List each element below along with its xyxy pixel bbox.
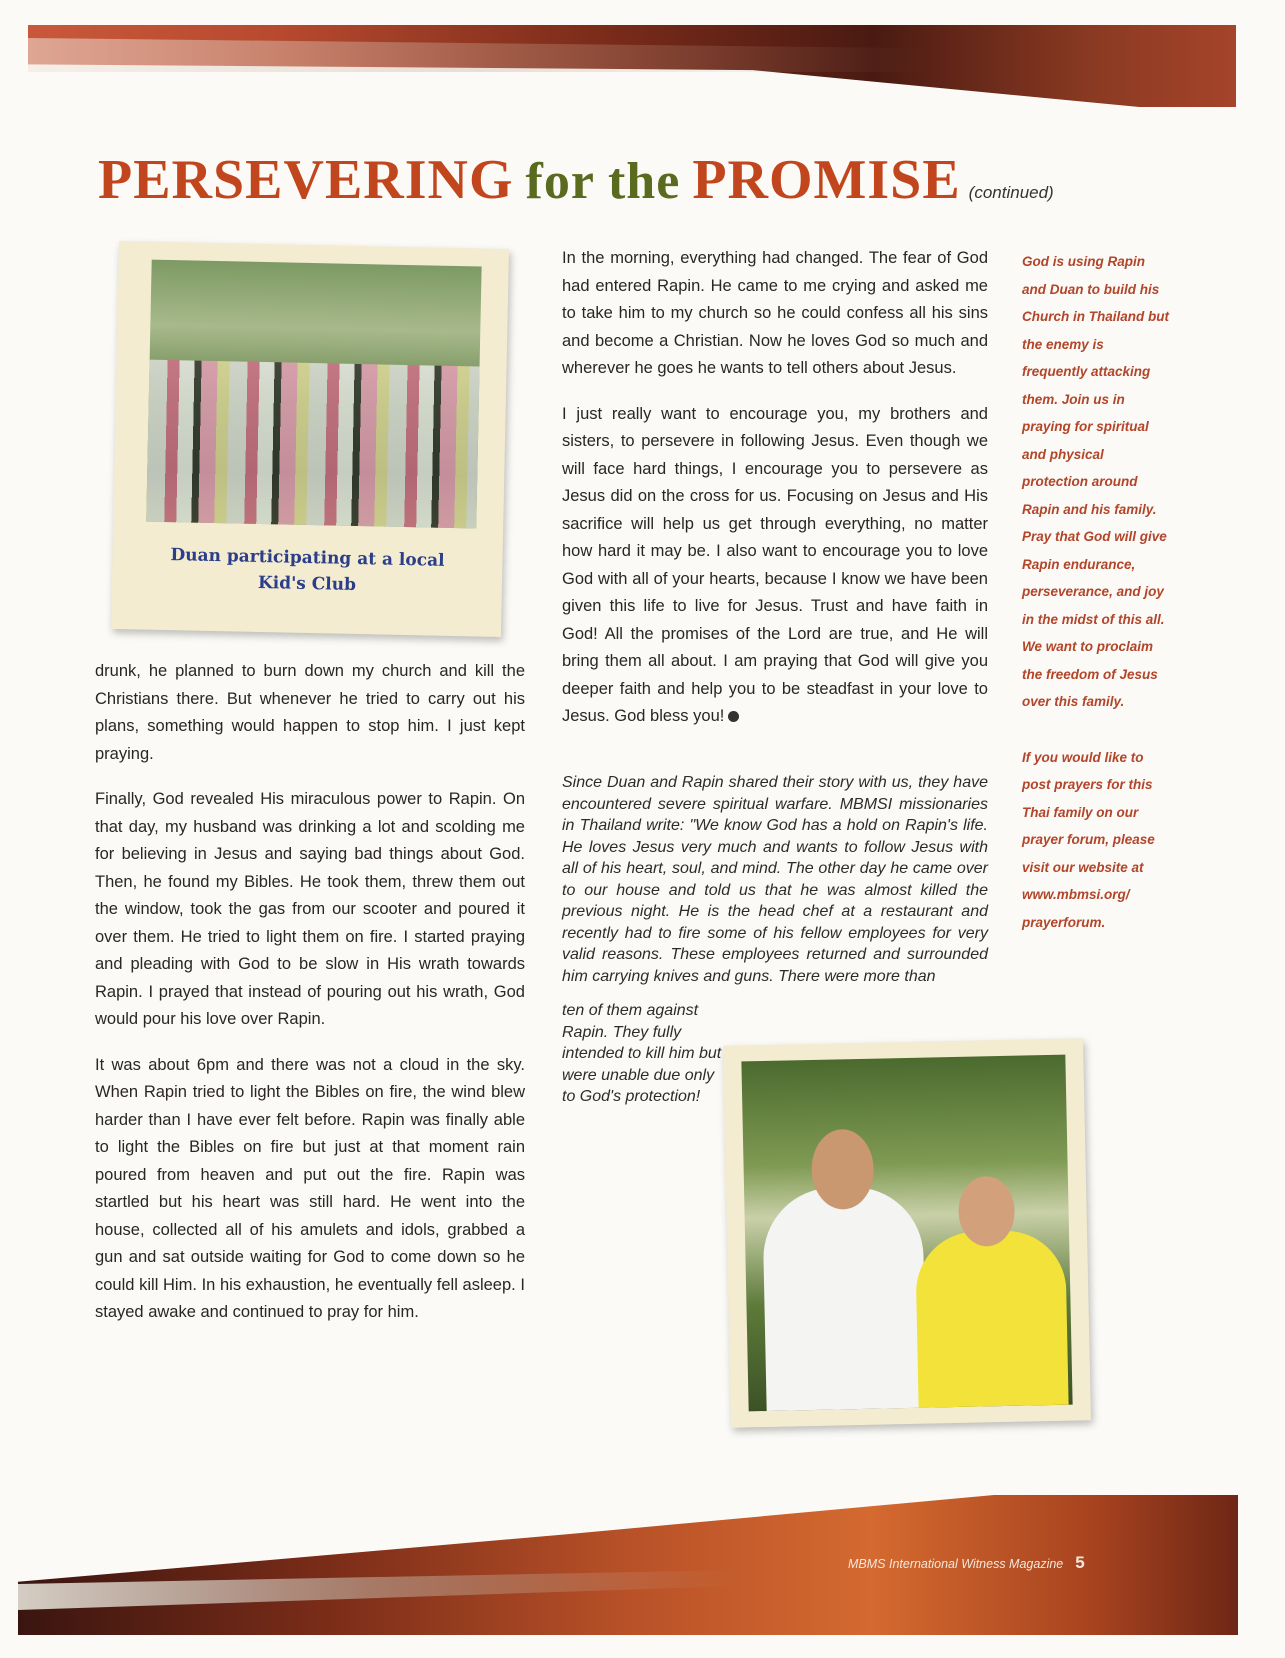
left-paragraph-3: It was about 6pm and there was not a cloud in the sky. When Rapin tried to light the Bibles on fire, the wind blew harder than I have ever felt before. Rapin was finally able to light the Bibles on fire but just at that moment rain poured from heaven and put out the fire. Rapin was startled but his heart was still hard. He went into the house, collected all of his amulets and idols, grabbed a gun and sat outside waiting for God to come down so he could kill Him. In his exhaustion, he eventually fell asleep. I stayed awake and continued to pray for him. bbox=[95, 1055, 525, 1321]
middle-paragraph-2-text: I just really want to encourage you, my brothers and sisters, to persevere in following Jesus. Even though we will face hard things, I encourage you to persevere as Jesus did on the cross for us. Focusing on Jesus and His sacrifice will help us get through everything, no matter how hard it may be. I also want to encourage you to love God with all of your hearts, because I know we have been given this life to live for Jesus. Trust and have faith in God! All the promises of the Lord are true, and He will bring them all about. I am praying that God will give you deeper faith and help you to be steadfast in your love to Jesus. God bless you! bbox=[562, 404, 988, 725]
sidebar-prayer-text: God is using Rapin and Duan to build his Church in Thailand but the enemy is frequently attacking them. Join us in praying for spiritual and physical protection around Rapin and his family. Pray that God will give Rapin endurance, perseverance, and joy in the midst of this all. We want to proclaim the freedom of Jesus over this family. bbox=[1022, 254, 1169, 709]
left-paragraph-2: Finally, God revealed His miraculous power to Rapin. On that day, my husband was drinking a lot and scolding me for believing in Jesus and saying bad things about God. Then, he found my Bibles. He took them, threw them out the window, took the gas from our scooter and poured it over them. He tried to light them on fire. I started praying and pleading with God to be slow in His wrath towards Rapin. I prayed that instead of pouring out his wrath, God would pour his love over Rapin. bbox=[95, 790, 525, 1028]
middle-paragraph-2 bbox=[562, 401, 988, 731]
title-continued: (continued) bbox=[968, 183, 1054, 202]
left-paragraph-1: drunk, he planned to burn down my church and kill the Christians there. But whenever he tried to carry out his plans, something would happen to stop him. I just kept praying. bbox=[95, 662, 525, 763]
woman-figure bbox=[915, 1230, 1069, 1408]
page-footer bbox=[848, 1553, 1085, 1573]
kids-group-image bbox=[146, 359, 479, 528]
title-word-persevering: PERSEVERING bbox=[98, 149, 514, 211]
middle-column bbox=[562, 245, 988, 749]
sidebar-forum-text: If you would like to post prayers for this Thai family on our prayer forum, please visit our website at www.mbmsi.org/ prayerforum. bbox=[1022, 749, 1155, 930]
page-title bbox=[98, 148, 1054, 212]
kids-club-caption bbox=[112, 541, 503, 601]
left-column bbox=[95, 658, 525, 1345]
couple-photo-frame bbox=[723, 1038, 1091, 1427]
kids-club-photo-frame bbox=[111, 241, 509, 637]
update-italic-text: Since Duan and Rapin shared their story with us, they have encountered severe spiritual warfare. MBMSI missionaries in Thailand write: "We know God has a hold on Rapin's life. He loves Jesus very much and wants to follow Jesus with all of his heart, soul, and mind. The other day he came over to our house and told us that he was almost killed the previous night. He is the head chef at a restaurant and recently had to fire some of his fellow employees for very valid reasons. These employees returned and surrounded him carrying knives and guns. There were more than bbox=[562, 774, 988, 985]
middle-paragraph-1: In the morning, everything had changed. The fear of God had entered Rapin. He came to me crying and asked me to take him to my church so he could confess all his sins and become a Christian. Now he loves God so much and wherever he goes he wants to tell others about Jesus. bbox=[562, 249, 988, 377]
title-word-promise: PROMISE bbox=[692, 149, 961, 211]
update-italic-wrap-text: ten of them against Rapin. They fully intended to kill him but were unable due only to God's protection! bbox=[562, 1002, 722, 1105]
end-mark-icon bbox=[728, 711, 739, 722]
page-number: 5 bbox=[1075, 1553, 1085, 1572]
couple-photo bbox=[741, 1055, 1072, 1412]
man-figure bbox=[762, 1186, 927, 1411]
caption-line-1: Duan participating at a local bbox=[170, 545, 445, 571]
caption-line-2: Kid's Club bbox=[257, 572, 357, 595]
kids-club-photo bbox=[146, 260, 481, 529]
title-word-for-the: for the bbox=[525, 153, 681, 210]
prayer-sidebar bbox=[1022, 248, 1172, 964]
footer-magazine-name: MBMS International Witness Magazine bbox=[848, 1557, 1064, 1571]
